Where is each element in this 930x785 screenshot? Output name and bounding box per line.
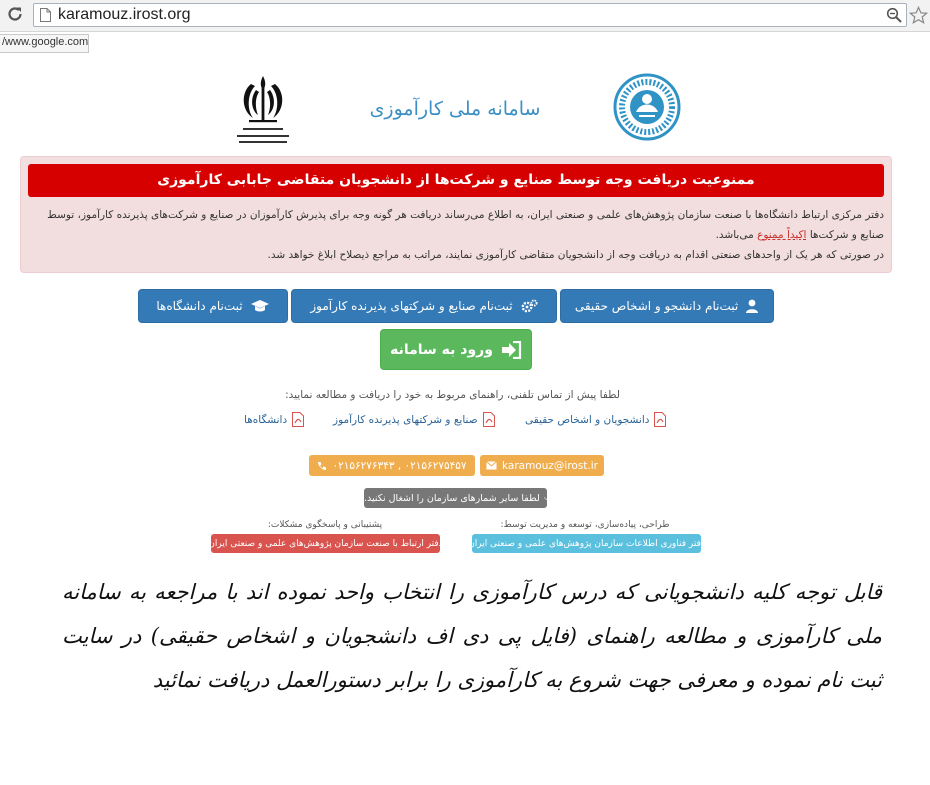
register-industry-button[interactable]: ثبت‌نام صنایع و شرکتهای پذیرنده کارآموز — [291, 289, 557, 323]
sign-in-icon — [500, 341, 522, 359]
login-button[interactable]: ورود به سامانه — [380, 329, 532, 370]
envelope-icon — [486, 461, 497, 470]
support-credit-label: پشتیبانی و پاسخگوی مشکلات: — [267, 520, 383, 530]
phone-notice-badge: لطفا سایر شمار‌های سازمان را اشغال نکنید. — [364, 488, 547, 508]
alert-body — [28, 205, 884, 265]
payment-ban-alert — [20, 156, 892, 273]
student-notice-paragraph: قابل توجه کلیه دانشجویانی که درس کارآموزی را انتخاب واحد نموده اند با مراجعه به سامانه ملی کارآموزی و مطالعه راهنمای (فایل پی دی اف دانشجویان و اشخاص حقیقی) در سایت ثبت نام نموده و معرفی جهت شروع به کارآموزی را برابر دستورالعمل دریافت نمائید — [62, 580, 882, 692]
design-credit-label: طراحی، پیاده‌سازی، توسعه و مدیریت توسط: — [500, 520, 670, 530]
phone-icon — [544, 494, 547, 503]
address-bar[interactable] — [33, 3, 907, 27]
contact-phones: ۰۲۱۵۶۲۷۶۳۴۳ , ۰۲۱۵۶۲۷۵۴۵۷ — [309, 455, 475, 476]
site-title: سامانه ملی کارآموزی — [369, 98, 541, 120]
register-student-button[interactable]: ثبت‌نام دانشجو و اشخاص حقیقی — [560, 289, 774, 323]
guide-link-students[interactable]: دانشجویان و اشخاص حقیقی — [525, 412, 666, 427]
design-credit-badge[interactable]: دفتر فناوری اطلاعات سازمان پژوهش‌های علمی و صنعتی ایران — [472, 534, 701, 553]
phone-icon — [317, 461, 327, 471]
gears-icon — [520, 299, 538, 314]
alert-emphasis: اکیداً ممنوع — [757, 229, 807, 241]
pdf-file-icon — [483, 412, 495, 427]
register-university-button[interactable]: ثبت‌نام دانشگاه‌ها — [138, 289, 288, 323]
alert-line-2: در صورتی که هر یک از واحدهای صنعتی اقدام به دریافت وجه از دانشجویان متقاضی کارآموزی نمایند، مراتب به مراجع ذیصلاح ابلاغ خواهد شد. — [267, 249, 884, 261]
pdf-file-icon — [654, 412, 666, 427]
url-text[interactable]: karamouz.irost.org — [58, 6, 191, 23]
irost-logo — [612, 68, 682, 146]
page-icon — [40, 8, 51, 22]
alert-line-1: دفتر مرکزی ارتباط دانشگاه‌ها با صنعت سازمان پژوهش‌های علمی و صنعتی ایران، به اطلاع می‌رساند دریافت هر گونه وجه برای پذیرش کارآموزان در صنایع و شرکت‌های پذیرنده کارآموز، توسط صنایع و شرکت‌ها اکیداً ممنوع می‌باشد. — [47, 209, 884, 241]
status-bar-url: /www.google.com — [0, 34, 89, 53]
guide-intro: لطفا پیش از تماس تلفنی، راهنمای مربوط به خود را دریافت و مطالعه نمایید: — [285, 389, 620, 401]
iran-emblem-logo — [229, 72, 297, 148]
user-icon — [745, 299, 759, 313]
pdf-file-icon — [292, 412, 304, 427]
bookmark-star-icon[interactable] — [909, 6, 928, 25]
browser-toolbar — [0, 0, 930, 32]
reload-icon[interactable] — [6, 5, 24, 23]
graduation-cap-icon — [250, 299, 270, 313]
zoom-icon[interactable] — [886, 7, 902, 23]
guide-link-industries[interactable]: صنایع و شرکتهای پذیرنده کارآموز — [333, 412, 495, 427]
guide-link-universities[interactable]: دانشگاه‌ها — [244, 412, 304, 427]
alert-title: ممنوعیت دریافت وجه توسط صنایع و شرکت‌ها از دانشجویان متقاضی جابابی کارآموزی — [28, 164, 884, 197]
contact-email[interactable]: karamouz@irost.ir — [480, 455, 604, 476]
support-credit-badge[interactable]: دفتر ارتباط با صنعت سازمان پژوهش‌های علمی و صنعتی ایران — [211, 534, 440, 553]
